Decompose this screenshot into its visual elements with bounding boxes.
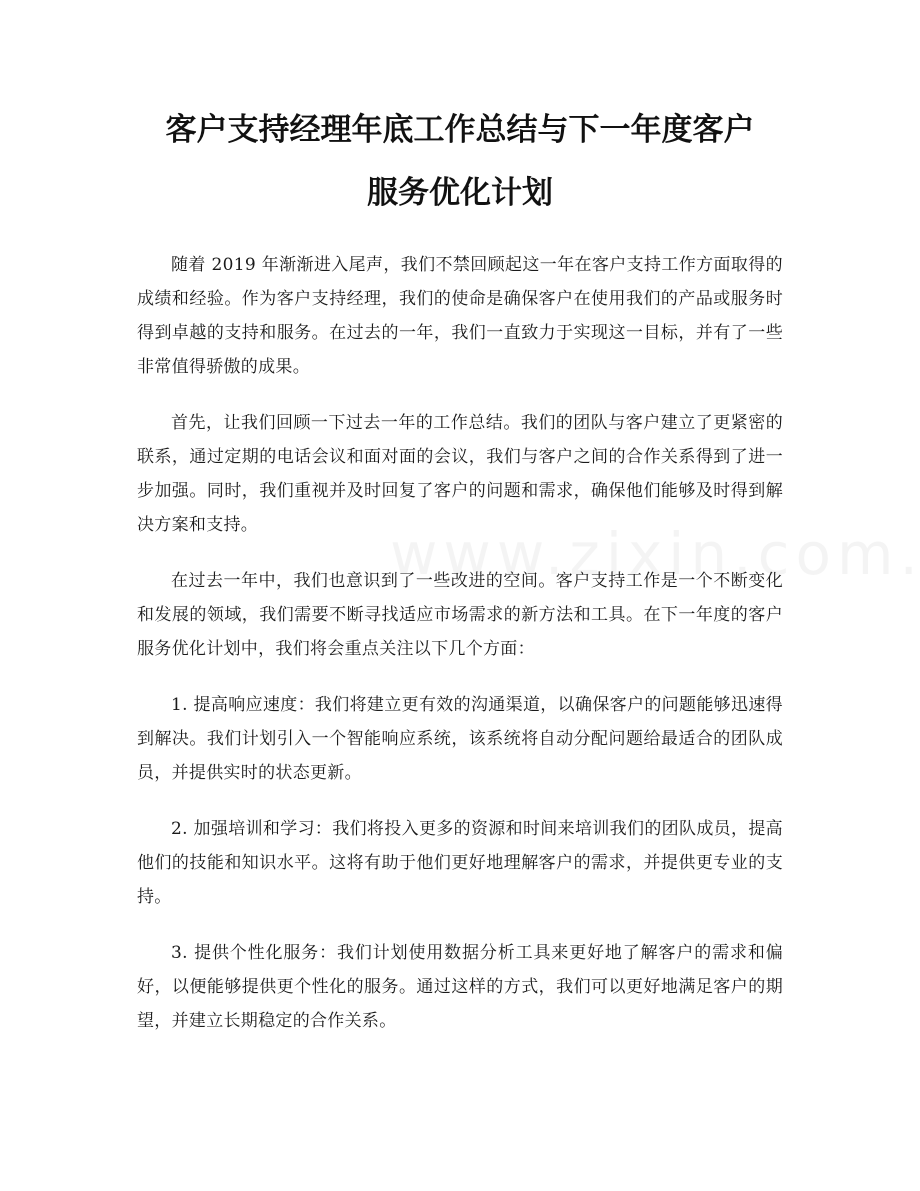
document-title-line-1: 客户支持经理年底工作总结与下一年度客户 <box>165 112 755 148</box>
list-item-response-speed: 1. 提高响应速度：我们将建立更有效的沟通渠道，以确保客户的问题能够迅速得到解决。我们计划引入一个智能响应系统，该系统将自动分配问题给最适合的团队成员，并提供实时的状态更新。 <box>137 695 783 783</box>
paragraph-intro: 随着 2019 年渐渐进入尾声，我们不禁回顾起这一年在客户支持工作方面取得的成绩和经验。作为客户支持经理，我们的使命是确保客户在使用我们的产品或服务时得到卓越的支持和服务。在过去的一年，我们一直致力于实现这一目标，并有了一些非常值得骄傲的成果。 <box>137 255 783 377</box>
document-body <box>137 248 783 1060</box>
document-title-line-2: 服务优化计划 <box>367 175 553 211</box>
list-item-personalized-service: 3. 提供个性化服务：我们计划使用数据分析工具来更好地了解客户的需求和偏好，以便能够提供更个性化的服务。通过这样的方式，我们可以更好地满足客户的期望，并建立长期稳定的合作关系。 <box>137 943 783 1031</box>
list-item-training: 2. 加强培训和学习：我们将投入更多的资源和时间来培训我们的团队成员，提高他们的技能和知识水平。这将有助于他们更好地理解客户的需求，并提供更专业的支持。 <box>137 819 783 907</box>
paragraph-review: 首先，让我们回顾一下过去一年的工作总结。我们的团队与客户建立了更紧密的联系，通过定期的电话会议和面对面的会议，我们与客户之间的合作关系得到了进一步加强。同时，我们重视并及时回复了客户的问题和需求，确保他们能够及时得到解决方案和支持。 <box>137 413 783 535</box>
paragraph-improvement: 在过去一年中，我们也意识到了一些改进的空间。客户支持工作是一个不断变化和发展的领域，我们需要不断寻找适应市场需求的新方法和工具。在下一年度的客户服务优化计划中，我们将会重点关注以下几个方面： <box>137 571 783 659</box>
